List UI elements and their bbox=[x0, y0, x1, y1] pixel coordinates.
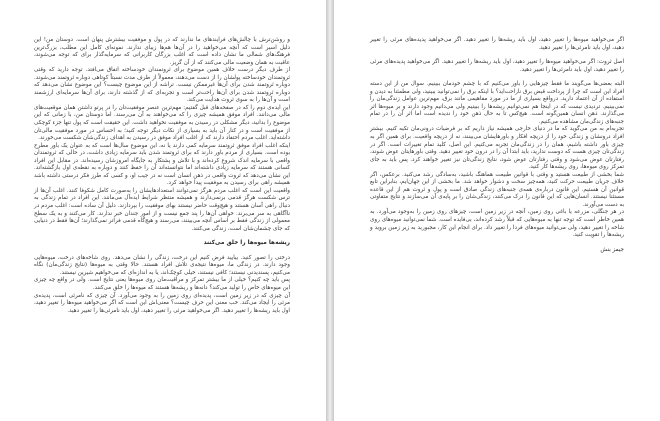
paragraph: شما بخشی از طبیعت هستید و وقتی با قوانین طبیعت هماهنگ باشید، به‌سادگی رشد می‌کنید. برعکس، اگر خلاف جریان طبیعت حرکت کنید، همه‌چیز سخت و دشوار خواهد شد. ما بخشی از این جهان‌ایم، بنابراین تابع قوانین آن هستیم. این قانون درباره‌ی همه‌ی جنبه‌های زندگی صادق است و پول و ثروت هم از این قاعده مستثنا نیستند. انسان‌هایی که این قانون را درک می‌کنند، زندگی‌شان را بر پایه‌ی آن می‌سازند و نتایج متفاوتی به دست می‌آورند. bbox=[370, 171, 624, 208]
left-page bbox=[0, 0, 326, 421]
right-page-text bbox=[370, 37, 624, 254]
paragraph: درختی را تصور کنید. بیایید فرض کنیم این درخت، زندگی را نشان می‌دهد. روی شاخه‌های درخت، میوه‌هایی وجود دارند. در زندگی ما، میوه‌ها نتیجه‌ی تلاش افراد هستند. حالا وقتی به میوه‌ها (نتایج زندگی‌مان) نگاه می‌کنیم، پسندیدنی نیستند؛ کافی نیستند، خیلی کوچک‌اند، یا به اندازه‌ای که می‌خواهیم شیرین نیستند. bbox=[34, 254, 290, 276]
paragraph: اصل ثروت: اگر می‌خواهید میوه‌ها را تغییر دهید، اول باید ریشه‌ها را تغییر دهید. اگر می‌خواهید پدیده‌های مرئی را تغییر دهید، اول باید نامرئی‌ها را تغییر دهید. bbox=[370, 59, 624, 73]
book-gutter bbox=[326, 0, 334, 421]
paragraph: در هر جنگلی، مزرعه یا باغی روی زمین، آنچه در زیر زمین است، چیزهای روی زمین را به‌وجود می‌آورد. به همین خاطر است که توجه تنها به میوه‌هایی که قبلاً رشد کرده‌اند، بی‌فایده است. شما نمی‌توانید میوه‌های روی شاخه را تغییر دهید، ولی می‌توانید میوه‌های فردا را تغییر داد. برای انجام این کار، مجبورید به زیر زمین بروید و ریشه‌ها را تقویت کنید. bbox=[370, 209, 624, 239]
paragraph: تجربه‌ام به من می‌گوید که ما در دنیای خارجی همیشه نیاز داریم که بر فرضیات درونی‌مان تکیه کنیم. بیشتر افراد درونشان و زندگی خود را از دریچه افکار و باورهایشان می‌بینند، نه از دریچه واقعیت. برای همین اگر به چیزی باور داشته باشیم، همان را در زندگی‌مان تجربه می‌کنیم. این اصل، کلید تمام تغییرات است. اگر در زندگی‌تان چیزی هست که دوست ندارید، باید ابتدا آن را در درون خود تغییر دهید. وقتی باورهایتان عوض شوند، رفتارتان عوض می‌شود و وقتی رفتارتان عوض شود، نتایج زندگی‌تان نیز تغییر خواهند کرد. پس باید به جای تمرکز روی میوه‌ها، روی ریشه‌ها کار کنید. bbox=[370, 126, 624, 171]
paragraph: این ایده‌ی دوم را که در صفحه‌های قبل گفتیم: مهم‌ترین عنصر موفقیت‌تان را در پرتو داشتن همان موقعیت‌های مالی می‌دانند. افراد موفق همیشه چیزی را که می‌خواهند به آن می‌رسند. اما دوستان من، با زمانی که این موضوع را بدانید، دیگر مشکلی در رسیدن به موفقیت نخواهید داشت. این حقیقت است که پول تنها جزء کوچکی از موفقیت است و در کنار آن باید به بسیاری از نکات دیگر توجه کنید؛ به احساس در مورد موفقیت مالی‌تان داشته‌اید. اغلب مردم احتفاد دارند که از اغلب افراد موفق در رسیدن به اهداف زندگی‌شان شکست می‌خورند. bbox=[34, 104, 290, 142]
paragraph: اگر می‌خواهید میوه‌ها را تغییر دهید، اول باید ریشه‌ها را تغییر دهید. اگر می‌خواهید پدیده‌های مرئی را تغییر دهید، اول باید نامرئی‌ها را تغییر دهید. bbox=[370, 37, 624, 51]
left-page-text bbox=[34, 37, 290, 315]
paragraph: از طرف دیگر درست خلاف همین موضوع برای ثروتمندان خودساخته اتفاق می‌افتد. توجه دارید که وقتی ثروتمندان خودساخته پولشان را از دست می‌دهند، معمولاً از طرف مدت نسبتاً کوتاهی دوباره ثروتمند می‌شوند. دوباره ثروتمند شدن برای آن‌ها غیرممکن نیست. تراشه از این موضوع چیست؟ این موضوع نشان می‌دهد که دوباره ثروتمند شدن برای آن‌ها راحت‌تر است و تجربه‌ای که از گذشته دارند، برای آن‌ها سرمایه‌ای ارزشمند است و آن‌ها را به سوی ثروت هدایت می‌کند. bbox=[34, 67, 290, 104]
author-signature: جیمز بنش bbox=[600, 246, 624, 253]
paragraph: آن چیزی که در زیر زمین است، پدیده‌ای روی زمین را به وجود می‌آورد. آن چیزی که نامرئی است، پدیده‌ی مرئی را ایجاد می‌کند. خب معنی این حرف چیست؟ معنی‌اش این است که اگر می‌خواهید میوه‌ها را تغییر دهید، اول باید ریشه‌ها را تغییر دهید. اگر می‌خواهید مرئی را تغییر دهید، اول باید نامرئی‌ها را تغییر دهید. bbox=[34, 292, 290, 314]
paragraph: البته بعضی‌ها می‌گویند ما فقط چیزهایی را باور می‌کنیم که با چشم خودمان ببینیم. سوال من از این دسته افراد این است که چرا از پرداخت قبض برق ناراحت‌اید؟ با اینکه برق را نمی‌توانید ببینید، ولی مطمئنا به دیدن و استفاده از آن اعتماد دارید. درواقع بسیاری از ما در مورد مفاهیمی مانند برق، مهم‌ترین عوامل زندگی‌مان را نمی‌بینیم. تردیدی نیست که در اینجا هم نمی‌توانیم ریشه‌ها را ببینیم ولی می‌دانیم وجود دارند و بر میوه‌ها اثر می‌گذارند. ذهن انسان همین‌گونه است. هیچ‌کس تا به حال ذهن خود را ندیده است اما اثر آن را در تمام جنبه‌های زندگی‌مان مشاهده می‌کنیم. bbox=[370, 81, 624, 125]
paragraph: و روشن‌ترش با چالش‌های فرایندهای ما ندارند که در پول و موفقیت بیشترش پنهان است. دوستان من! این دلیل اسیر است که آنچه می‌خواهید را در آن‌ها هم‌ها زیبای ندارند. نمونه‌ای کامل این مطلب، بزرگ‌ترین فرهنگ‌های شمالی ما نشان داده است که اغلب بزرگان کاربرانی که سرمایه‌گذار برای که توجه می‌شوند، عاقبت به همان وضعیت مالی می‌کنند که از آن گریز. bbox=[34, 37, 290, 66]
section-heading: ریشه‌ها میوه‌ها را خلق می‌کنند bbox=[203, 240, 290, 247]
paragraph: پس باید چه کنیم؟ خیلی از ما بیشتر تمرکز و مراقبت‌مان روی میوه‌ها یعنی نتایج است. ولی در واقع چه چیزی این میوه‌های خاص را تولید می‌کند؟ دانه‌ها و ریشه‌ها هستند که میوه‌ها را خلق می‌کنند. bbox=[34, 277, 290, 291]
right-page bbox=[334, 0, 660, 421]
paragraph: اینکه اغلب افراد موفق ثروتمند سرمایه کمی دارند یا نه، این موضوع سال‌ها است که به عنوان یک باور مطرح بوده است. بسیاری از مردم باور دارند که برای ثروتمند شدن باید سرمایه زیادی داشت، در حالی که ثروتمندان واقعی با سرمایه اندک شروع کرده‌اند و با تلاش و پشتکار به جایگاه امروزشان رسیده‌اند. در مقابل این افراد کسانی هستند که سرمایه زیادی داشته‌اند اما نتوانسته‌اند آن را حفظ کنند و دوباره به نقطه‌ی اول بازگشته‌اند. این نشان می‌دهد که ثروت واقعی در ذهن انسان است نه در جیب او، و کسی که طرز فکر درستی داشته باشد همیشه راهی برای رسیدن به موفقیت پیدا خواهد کرد. bbox=[34, 142, 290, 187]
paragraph: واقعیت این است که اغلب مردم هرگز نمی‌توانند استعدادهایشان را به‌صورت کامل شکوفا کنند. اغلب آن‌ها از ترس شکست هرگز قدمی برنمی‌دارند و همیشه منتظر شرایط ایده‌آل می‌مانند. این افراد در تمام زندگی به دنبال راهی آسان هستند و هیچ‌وقت حاضر نیستند بهای موفقیت را بپردازند. دلیل آن ساده است: اغلب مردم در ناآگاهی به سر می‌برند. خواهی آن‌ها را پند جمع نیست و از امور جندان خبر ندارند. کار می‌کنند و به یک سطح معمولی از زندگی فقط بر اساس آنچه می‌بینند، می‌رسند و هیچ‌گاه قدمی فراتر نمی‌گذارند؛ آن‌ها فقط در دنیایی که جای چشمان‌شان است، زندگی می‌کنند. bbox=[34, 187, 290, 232]
